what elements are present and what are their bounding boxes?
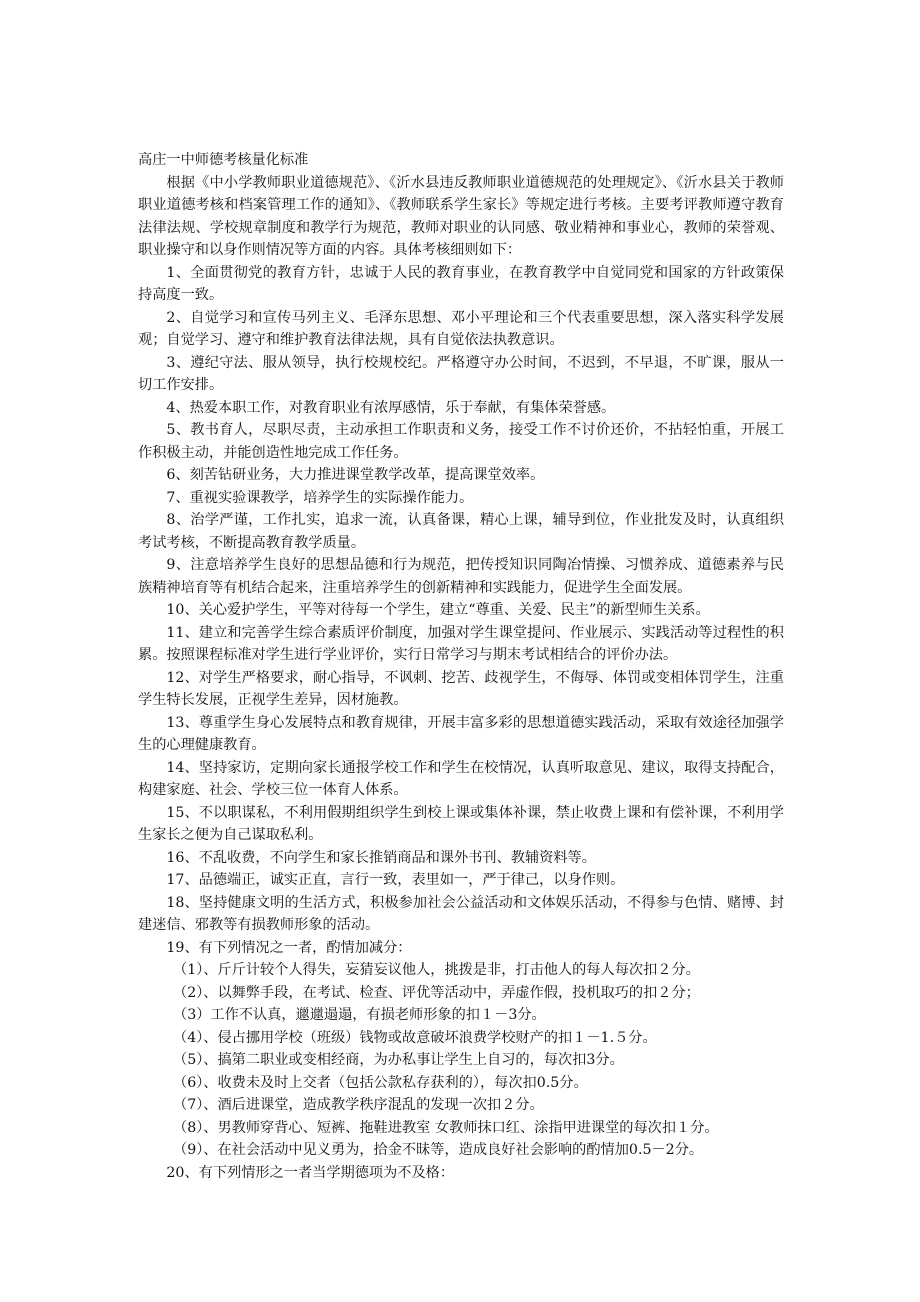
sub-item-4: （4）、侵占挪用学校（班级）钱物或故意破坏浪费学校财产的扣１－1.５分。 — [173, 1029, 657, 1046]
document-title: 高庄一中师德考核量化标准 — [138, 152, 309, 168]
sub-item-6: （6）、收费未及时上交者（包括公款私存获利的），每次扣0.5分。 — [173, 1074, 588, 1091]
rule-item-16: 16、不乱收费，不向学生和家长推销商品和课外书刊、教辅资料等。 — [166, 849, 596, 866]
rule-item-11: 11、建立和完善学生综合素质评价制度，加强对学生课堂提问、作业展示、实践活动等过程性的积累。按照课程标准对学生进行学业评价，实行日常学习与期末考试相结合的评价办法。 — [138, 624, 784, 663]
rule-item-1: 1、全面贯彻党的教育方针，忠诚于人民的教育事业，在教育教学中自觉同党和国家的方针政策保持高度一致。 — [138, 264, 784, 303]
rule-item-6: 6、刻苦钻研业务，大力推进课堂教学改革，提高课堂效率。 — [166, 467, 545, 483]
rule-item-19: 19、有下列情况之一者，酌情加减分： — [166, 939, 412, 956]
sub-item-2: （2）、以舞弊手段，在考试、检查、评优等活动中，弄虚作假，投机取巧的扣２分； — [173, 984, 700, 1001]
rule-item-4: 4、热爱本职工作，对教育职业有浓厚感情，乐于奉献，有集体荣誉感。 — [166, 399, 616, 416]
sub-item-8: （8）、男教师穿背心、短裤、拖鞋进教室 女教师抹口红、涂指甲进课堂的每次扣１分。 — [173, 1119, 719, 1136]
sub-item-9: （9）、在社会活动中见义勇为，拾金不昧等，造成良好社会影响的酌情加0.5－2分。 — [173, 1142, 704, 1158]
rule-item-7: 7、重视实验课教学，培养学生的实际操作能力。 — [166, 489, 474, 506]
rule-item-20: 20、有下列情形之一者当学期德项为不及格： — [166, 1164, 455, 1181]
rule-item-10: 10、关心爱护学生，平等对待每一个学生，建立“尊重、关爱、民主”的新型师生关系。 — [166, 602, 710, 618]
sub-item-1: （1）、斤斤计较个人得失，妄猜妄议他人，挑拨是非，打击他人的每人每次扣２分。 — [173, 962, 700, 978]
rule-item-9: 9、注意培养学生良好的思想品德和行为规范，把传授知识同陶冶情操、习惯养成、道德素养与民族精神培育等有机结合起来，注重培养学生的创新精神和实践能力，促进学生全面发展。 — [138, 557, 784, 596]
sub-item-5: （5）、搞第二职业或变相经商，为办私事让学生上自习的，每次扣3分。 — [173, 1052, 624, 1068]
rule-item-14: 14、坚持家访，定期向家长通报学校工作和学生在校情况，认真听取意见、建议，取得支持配合，构建家庭、社会、学校三位一体育人体系。 — [138, 759, 784, 798]
rule-item-17: 17、品德端正，诚实正直，言行一致，表里如一，严于律己，以身作则。 — [166, 872, 625, 888]
rule-item-12: 12、对学生严格要求，耐心指导，不讽刺、挖苦、歧视学生，不侮辱、体罚或变相体罚学生，注重 学生特长发展，正视学生差异，因材施教。 — [138, 669, 799, 708]
rule-item-13: 13、尊重学生身心发展特点和教育规律，开展丰富多彩的思想道德实践活动，采取有效途径加强学生的心理健康教育。 — [138, 714, 784, 753]
rule-item-5: 5、教书育人，尽职尽责，主动承担工作职责和义务，接受工作不讨价还价，不拈轻怕重，开展工作积极主动，并能创造性地完成工作任务。 — [138, 422, 784, 461]
document-page — [138, 149, 799, 1184]
rule-item-18: 18、坚持健康文明的生活方式，积极参加社会公益活动和文体娱乐活动，不得参与色情、赌博、封建迷信、邪教等有损教师形象的活动。 — [138, 894, 784, 933]
rule-item-15: 15、不以职谋私，不利用假期组织学生到校上课或集体补课，禁止收费上课和有偿补课，不利用学生家长之便为自己谋取私利。 — [138, 804, 784, 843]
intro-paragraph: 根据《中小学教师职业道德规范》、《沂水县违反教师职业道德规范的处理规定》、《沂水县关于教师职业道德考核和档案管理工作的通知》、《教师联系学生家长》等规定进行考核。主要考评教师遵守教育法律法规、学校规章制度和教学行为规范，教师对职业的认同感、敬业精神和事业心，教师的荣誉观、职业操守和以身作则情况等方面的内容。具体考核细则如下： — [138, 174, 784, 258]
sub-item-3: （3）工作不认真，邋邋遢遢，有损老师形象的扣１－3分。 — [173, 1007, 546, 1023]
rule-item-2: 2、自觉学习和宣传马列主义、毛泽东思想、邓小平理论和三个代表重要思想，深入落实科学发展观；自觉学习、遵守和维护教育法律法规，具有自觉依法执教意识。 — [138, 309, 784, 348]
rule-item-3: 3、遵纪守法、服从领导，执行校规校纪。严格遵守办公时间，不迟到，不早退，不旷课，服从一切工作安排。 — [138, 354, 784, 393]
rule-item-8: 8、治学严谨，工作扎实，追求一流，认真备课，精心上课，辅导到位，作业批发及时，认真组织考试考核，不断提高教育教学质量。 — [138, 512, 784, 551]
sub-item-7: （7）、酒后进课堂，造成教学秩序混乱的发现一次扣２分。 — [173, 1097, 544, 1113]
